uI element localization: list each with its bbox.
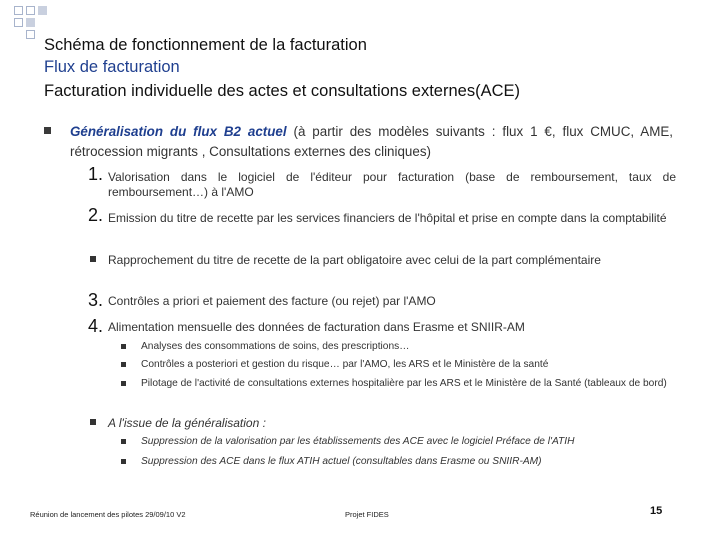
main-bullet-lead: Généralisation du flux B2 actuel: [70, 124, 287, 139]
list-item: Emission du titre de recette par les services financiers de l'hôpital et prise en compte dans la comptabilité: [108, 211, 667, 225]
list-item: Alimentation mensuelle des données de facturation dans Erasme et SNIIR-AM: [108, 320, 525, 334]
list-item: Contrôles a priori et paiement des facture (ou rejet) par l'AMO: [108, 294, 436, 308]
footer-left-text: Réunion de lancement des pilotes 29/09/10 V2: [30, 510, 186, 519]
list-item: Suppression de la valorisation par les établissements des ACE avec le logiciel Préface de l'ATIH: [141, 436, 575, 447]
page-subtitle: Flux de facturation: [44, 58, 180, 76]
list-item: Valorisation dans le logiciel de l'éditeur pour facturation (base de remboursement, taux de remboursement…) à l'AMO: [108, 170, 676, 199]
page-section-title: Facturation individuelle des actes et consultations externes(ACE): [44, 82, 520, 100]
deco-square: [14, 6, 23, 15]
square-bullet-icon: [90, 256, 99, 265]
main-bullet-rest: (à partir des modèles suivants : flux 1 €, flux CMUC, AME, rétrocession migrants , Consultations externes des cliniques): [70, 124, 674, 159]
list-item: Analyses des consommations de soins, des prescriptions…: [141, 341, 410, 352]
item-number: 2.: [88, 205, 104, 225]
deco-square: [26, 30, 35, 39]
list-item: Contrôles a posteriori et gestion du risque… par l'AMO, les ARS et le Ministère de la santé: [141, 359, 549, 370]
item-number: 3.: [88, 290, 104, 310]
bullet-icon: [121, 439, 127, 445]
list-item: Pilotage de l'activité de consultations externes hospitalière par les ARS et le Ministère de la Santé (tableaux de bord): [141, 378, 667, 389]
bullet-icon: [121, 381, 127, 387]
item-number: 1.: [88, 164, 104, 184]
square-bullet-icon: [90, 419, 99, 428]
list-item: Suppression des ACE dans le flux ATIH actuel (consultables dans Erasme ou SNIIR-AM): [141, 456, 542, 467]
deco-square: [14, 18, 23, 27]
footer-center-text: Projet FIDES: [345, 510, 389, 519]
deco-square: [26, 6, 35, 15]
bullet-icon: [121, 362, 127, 368]
deco-square: [38, 6, 47, 15]
page-title: Schéma de fonctionnement de la facturation: [44, 36, 367, 54]
main-bullet-text: [70, 122, 673, 162]
square-bullet-icon: [44, 124, 54, 134]
list-item: Rapprochement du titre de recette de la part obligatoire avec celui de la part complémentaire: [108, 253, 601, 267]
bullet-icon: [121, 459, 127, 465]
deco-square: [26, 18, 35, 27]
page-number: 15: [650, 505, 663, 517]
bullet-icon: [121, 344, 127, 350]
generalisation-label: A l'issue de la généralisation :: [108, 416, 266, 430]
item-number: 4.: [88, 316, 104, 336]
